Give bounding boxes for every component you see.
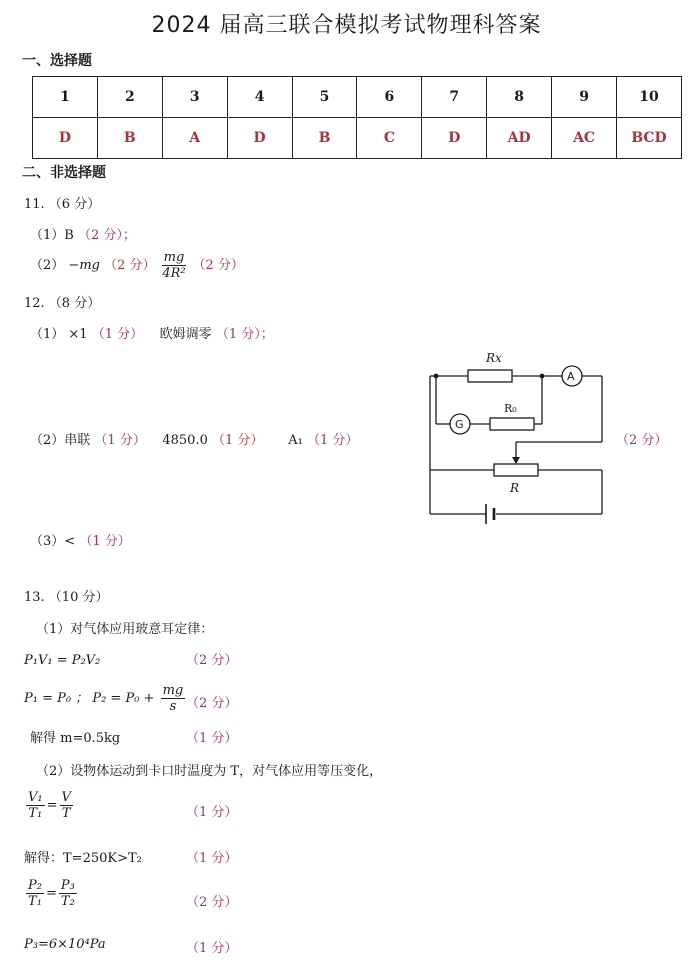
table-header-cell: 1 — [33, 77, 98, 118]
q11-heading: 11. （6 分） — [24, 197, 101, 212]
q12-heading: 12. （8 分） — [24, 296, 101, 311]
circuit-label-rx: Rx — [486, 351, 502, 365]
q12-circuit-score: （2 分） — [616, 433, 668, 448]
q11-part2-label: （2） — [30, 258, 65, 273]
fraction-denominator: T — [61, 806, 71, 821]
table-header-cell: 6 — [357, 77, 422, 118]
table-answer-cell: AD — [487, 118, 552, 159]
q13-eq7-score: （1 分） — [186, 941, 238, 956]
table-row-answers — [33, 118, 682, 159]
q12-part3-score: （1 分） — [79, 534, 131, 549]
fraction-numerator: mg — [163, 250, 185, 265]
q13-eq7: P₃=6×10⁴Pa — [24, 937, 106, 952]
table-header-cell: 2 — [97, 77, 162, 118]
q12-part1 — [30, 323, 274, 342]
fraction-denominator: T₂ — [60, 894, 75, 909]
q12-part1-answer: （1） ×1 — [30, 327, 88, 342]
q13-eq6-fraction-left — [26, 878, 44, 909]
q13-eq2-fraction — [161, 683, 186, 714]
q13-eq4-fraction-left — [26, 790, 45, 821]
q13-eq4: $\frac{\text{V₁}}{\text{T₁}}$ = $\frac{V}{T}$ — [28, 790, 71, 821]
table-header-cell: 9 — [552, 77, 617, 118]
q13-eq5-score: （1 分） — [186, 851, 238, 866]
q13-eq6-fraction-right — [59, 878, 77, 909]
circuit-label-g: G — [455, 418, 464, 431]
q13-eq5: 解得：T=250K>T₂ — [24, 851, 142, 866]
table-header-cell: 7 — [422, 77, 487, 118]
q12-part2-answer: （2）串联 — [30, 433, 91, 448]
table-answer-cell: A — [162, 118, 227, 159]
circuit-label-r: R — [510, 481, 520, 495]
q13-eq2-text: P₁ = P₀ ； P₂ = P₀ + — [24, 691, 155, 706]
fraction-numerator: P₂ — [28, 878, 42, 893]
q12-part3 — [30, 530, 131, 549]
q13-eq4-fraction-right — [60, 790, 73, 821]
q12-part2 — [30, 429, 358, 448]
table-answer-cell: D — [33, 118, 98, 159]
q13-eq4-score: （1 分） — [186, 805, 238, 820]
q13-eq2-score: （2 分） — [186, 696, 238, 711]
table-answer-cell: B — [97, 118, 162, 159]
fraction-numerator: mg — [162, 683, 184, 698]
circuit-diagram — [420, 344, 620, 534]
table-header-cell: 3 — [162, 77, 227, 118]
q13-eq1: P₁V₁ = P₂V₂ — [24, 653, 101, 668]
fraction-numerator: P₃ — [60, 878, 75, 893]
answer-table — [32, 76, 682, 159]
q11-part1 — [30, 224, 136, 243]
q12-part2-score3: （1 分） — [306, 433, 359, 448]
q11-part2 — [30, 250, 244, 281]
q13-eq6: $\frac{\text{P₂}}{\text{T₁}}$ = $\frac{\text{P₃}}{\text{T₂}}$ — [28, 878, 75, 909]
q13-eq6-score: （2 分） — [186, 895, 238, 910]
q13-part2-text: （2）设物体运动到卡口时温度为 T，对气体应用等压变化， — [36, 764, 383, 779]
fraction-numerator: V — [61, 790, 71, 805]
q12-part1-text: 欧姆调零 — [159, 327, 212, 342]
q13-eq3-score: （1 分） — [186, 731, 238, 746]
page-title: 2024 届高三联合模拟考试物理科答案 — [151, 13, 542, 38]
table-header-cell: 8 — [487, 77, 552, 118]
table-row-headers — [33, 77, 682, 118]
circuit-label-r0: R₀ — [504, 402, 517, 415]
q12-part1-score2: （1 分）； — [215, 327, 274, 342]
q12-part2-meter: A₁ — [288, 433, 303, 448]
fraction-denominator: 4R² — [162, 266, 186, 281]
table-answer-cell: BCD — [617, 118, 682, 159]
q12-part2-score2: （1 分） — [212, 433, 264, 448]
section-nonchoice-heading: 二、非选择题 — [22, 165, 106, 181]
q13-eq3: 解得 m=0.5kg — [30, 731, 121, 746]
q11-part1-answer: （1）B — [30, 228, 74, 243]
table-header-cell: 5 — [292, 77, 357, 118]
q12-part3-answer: （3）< — [30, 534, 76, 549]
circuit-label-a: A — [567, 370, 575, 383]
q12-part2-value: 4850.0 — [162, 433, 208, 448]
table-answer-cell: D — [422, 118, 487, 159]
table-header-cell: 4 — [227, 77, 292, 118]
fraction-numerator: V₁ — [28, 790, 43, 805]
fraction-denominator: T₁ — [28, 806, 43, 821]
section-choice-heading: 一、选择题 — [22, 53, 92, 69]
q13-heading: 13. （10 分） — [24, 590, 109, 605]
q13-part1-text: （1）对气体应用玻意耳定律： — [36, 622, 214, 637]
q13-eq2 — [24, 683, 187, 714]
q11-part2-expr: −mg — [68, 258, 100, 273]
table-answer-cell: AC — [552, 118, 617, 159]
q12-part2-score: （1 分） — [94, 433, 146, 448]
q11-part2-fraction — [162, 250, 187, 281]
q12-part1-score: （1 分） — [91, 327, 144, 342]
q11-part2-score2: （2 分） — [192, 258, 244, 273]
q11-part2-score: （2 分） — [104, 258, 156, 273]
table-header-cell: 10 — [617, 77, 682, 118]
fraction-denominator: s — [169, 699, 177, 714]
table-answer-cell: D — [227, 118, 292, 159]
fraction-denominator: T₁ — [28, 894, 42, 909]
q13-eq1-score: （2 分） — [186, 653, 238, 668]
table-answer-cell: B — [292, 118, 357, 159]
q11-part1-score: （2 分）； — [77, 228, 136, 243]
table-answer-cell: C — [357, 118, 422, 159]
